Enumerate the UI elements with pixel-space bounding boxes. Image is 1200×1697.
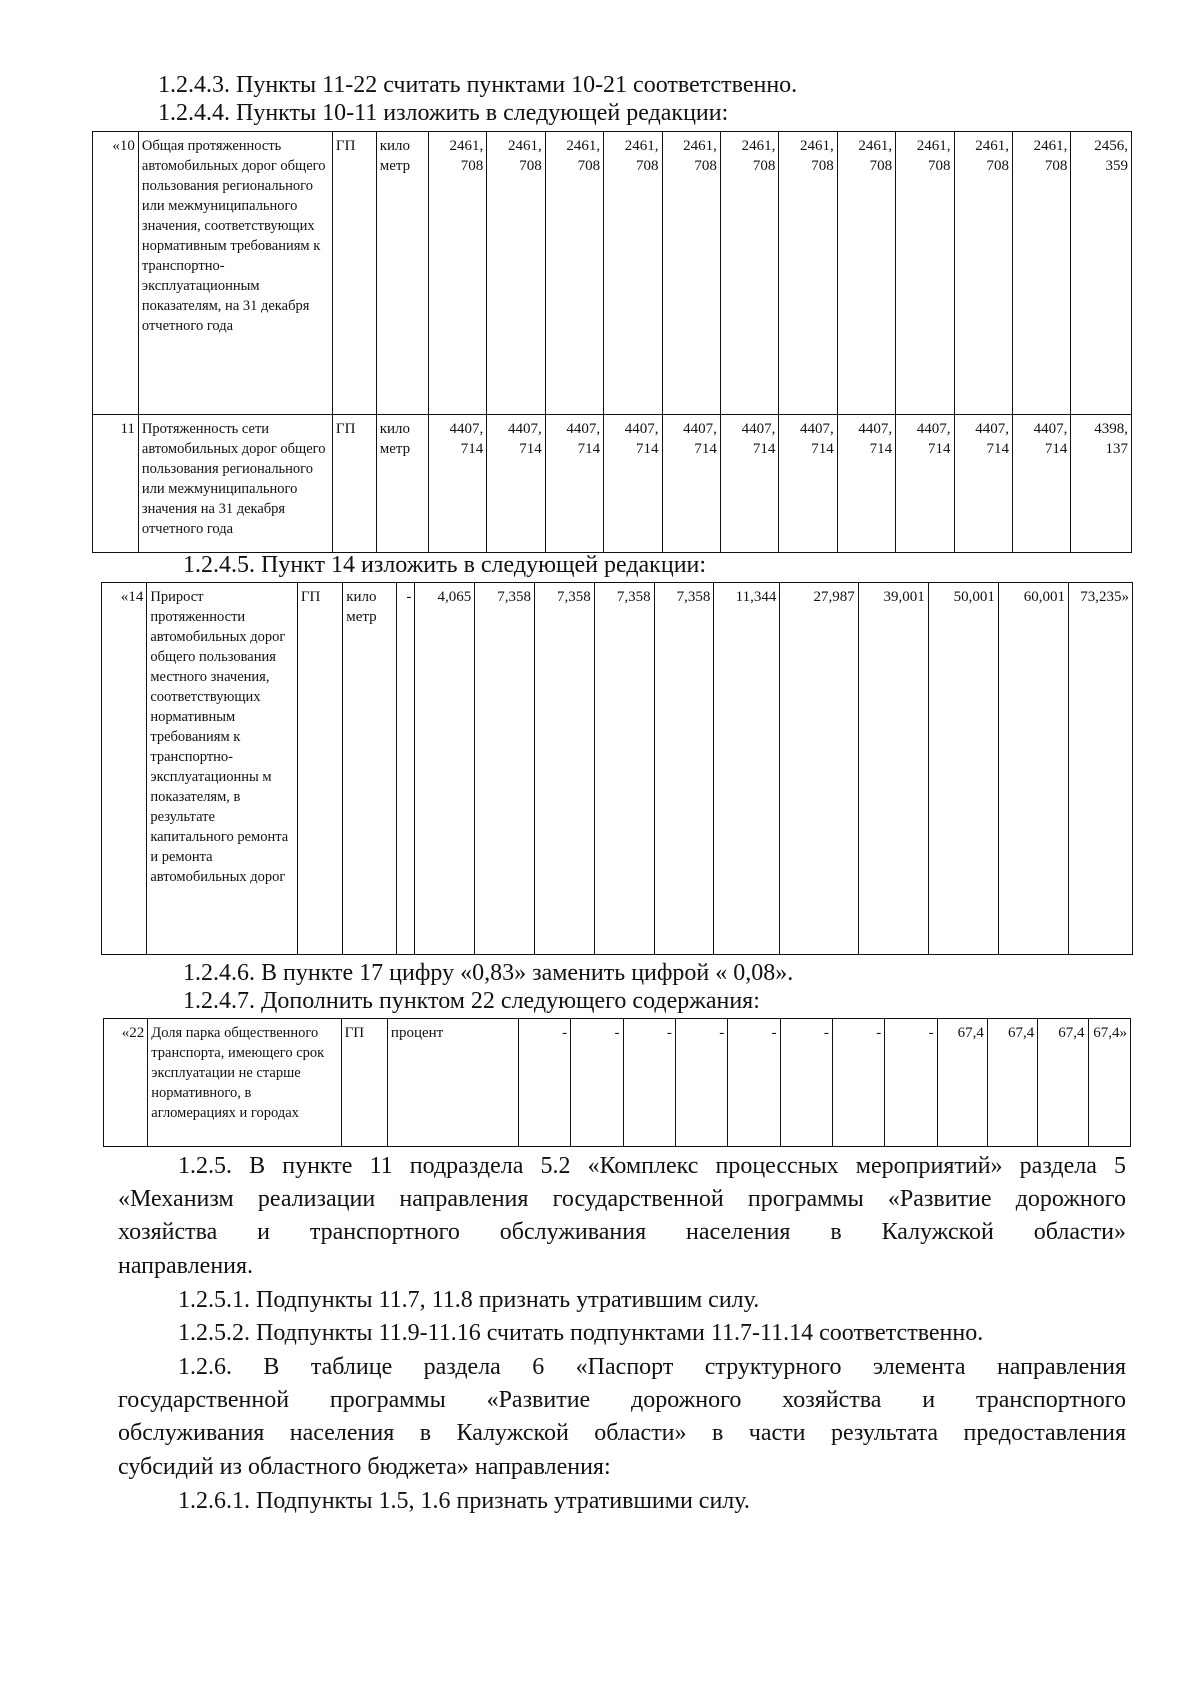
table-row — [93, 415, 1132, 553]
unit-cell: кило метр — [343, 583, 397, 955]
paragraph-1-2-6-1: 1.2.6.1. Подпункты 1.5, 1.6 признать утратившими силу. — [178, 1488, 750, 1514]
value-cell: 4407, 714 — [1012, 415, 1070, 553]
paragraph-1-2-4-6: 1.2.4.6. В пункте 17 цифру «0,83» заменить цифрой « 0,08». — [183, 960, 794, 986]
indicators-table-items-10-11 — [92, 131, 1132, 553]
value-cell: 2461, 708 — [837, 132, 895, 415]
value-cell: 60,001 — [998, 583, 1068, 955]
value-cell: 7,358 — [534, 583, 594, 955]
value-cell: 67,4 — [987, 1019, 1037, 1147]
value-cell: 4407, 714 — [662, 415, 720, 553]
indicator-table-item-22 — [103, 1018, 1131, 1147]
value-cell: 2461, 708 — [604, 132, 662, 415]
table-row — [93, 132, 1132, 415]
value-cell: 50,001 — [928, 583, 998, 955]
value-cell: 39,001 — [858, 583, 928, 955]
item-number: «14 — [102, 583, 147, 955]
paragraph-1-2-5-line-2: «Механизм реализации направления государственной программы «Развитие дорожного — [118, 1186, 1126, 1212]
table-row — [104, 1019, 1131, 1147]
paragraph-1-2-4-7: 1.2.4.7. Дополнить пунктом 22 следующего содержания: — [183, 988, 760, 1014]
item-number: «22 — [104, 1019, 148, 1147]
value-cell: 7,358 — [475, 583, 535, 955]
value-cell: 7,358 — [594, 583, 654, 955]
value-cell: 2461, 708 — [954, 132, 1012, 415]
value-cell: - — [571, 1019, 623, 1147]
value-cell: 4,065 — [415, 583, 475, 955]
paragraph-1-2-4-4: 1.2.4.4. Пункты 10-11 изложить в следующей редакции: — [158, 100, 729, 126]
table-row — [102, 583, 1133, 955]
paragraph-1-2-4-3: 1.2.4.3. Пункты 11-22 считать пунктами 10-21 соответственно. — [158, 72, 798, 98]
unit-cell: кило метр — [376, 415, 428, 553]
paragraph-1-2-4-5: 1.2.4.5. Пункт 14 изложить в следующей редакции: — [183, 552, 707, 578]
value-cell: 4407, 714 — [545, 415, 603, 553]
unit-cell: кило метр — [376, 132, 428, 415]
value-cell: 2461, 708 — [487, 132, 545, 415]
value-cell: 4407, 714 — [487, 415, 545, 553]
value-cell: 2461, 708 — [1012, 132, 1070, 415]
value-cell: - — [518, 1019, 570, 1147]
paragraph-1-2-6-line-4: субсидий из областного бюджета» направления: — [118, 1454, 611, 1480]
value-cell: 2461, 708 — [662, 132, 720, 415]
value-cell: 7,358 — [654, 583, 714, 955]
value-cell: - — [885, 1019, 937, 1147]
source-cell: ГП — [297, 583, 342, 955]
value-cell: 2461, 708 — [545, 132, 603, 415]
indicator-name: Доля парка общественного транспорта, имеющего срок эксплуатации не старше нормативного, в агломерациях и городах — [148, 1019, 341, 1147]
indicator-table-item-14 — [101, 582, 1133, 955]
value-cell: 4398, 137 — [1071, 415, 1132, 553]
value-cell: 4407, 714 — [837, 415, 895, 553]
value-cell: 4407, 714 — [779, 415, 837, 553]
paragraph-1-2-5-line-3: хозяйства и транспортного обслуживания населения в Калужской области» — [118, 1219, 1126, 1245]
value-cell: - — [623, 1019, 675, 1147]
value-cell: 2456, 359 — [1071, 132, 1132, 415]
value-cell: 11,344 — [714, 583, 780, 955]
paragraph-1-2-5-line-4: направления. — [118, 1253, 254, 1279]
source-cell: ГП — [332, 415, 376, 553]
paragraph-1-2-5-1: 1.2.5.1. Подпункты 11.7, 11.8 признать утратившим силу. — [178, 1287, 760, 1313]
source-cell: ГП — [332, 132, 376, 415]
source-cell: ГП — [341, 1019, 387, 1147]
value-cell: 4407, 714 — [954, 415, 1012, 553]
value-cell: 2461, 708 — [779, 132, 837, 415]
value-cell: - — [675, 1019, 727, 1147]
value-cell: 67,4» — [1088, 1019, 1130, 1147]
value-cell: 27,987 — [780, 583, 858, 955]
value-cell: 2461, 708 — [896, 132, 954, 415]
value-cell: 4407, 714 — [720, 415, 778, 553]
item-number: «10 — [93, 132, 139, 415]
indicator-name: Общая протяженность автомобильных дорог общего пользования регионального или межмуниципального значения, соответствующих нормативным требованиям к транспортно-эксплуатационным показателям, на 31 декабря отчетного года — [138, 132, 332, 415]
value-cell: 4407, 714 — [604, 415, 662, 553]
paragraph-1-2-6-line-3: обслуживания населения в Калужской области» в части результата предоставления — [118, 1420, 1126, 1446]
value-cell: 67,4 — [1038, 1019, 1088, 1147]
value-cell: 4407, 714 — [896, 415, 954, 553]
value-cell: 4407, 714 — [428, 415, 486, 553]
value-cell: 73,235» — [1068, 583, 1132, 955]
paragraph-1-2-6-line-2: государственной программы «Развитие дорожного хозяйства и транспортного — [118, 1387, 1126, 1413]
item-number: 11 — [93, 415, 139, 553]
indicator-name: Протяженность сети автомобильных дорог общего пользования регионального или межмуниципального значения на 31 декабря отчетного года — [138, 415, 332, 553]
value-cell: - — [396, 583, 415, 955]
indicator-name: Прирост протяженности автомобильных дорог общего пользования местного значения, соответствующих нормативным требованиям к транспортно-эксплуатационны м показателям, в результате капитального ремонта и ремонта автомобильных дорог — [147, 583, 298, 955]
paragraph-1-2-5-line-1: 1.2.5. В пункте 11 подраздела 5.2 «Комплекс процессных мероприятий» раздела 5 — [178, 1153, 1126, 1179]
unit-cell: процент — [387, 1019, 518, 1147]
value-cell: - — [832, 1019, 884, 1147]
value-cell: 2461, 708 — [720, 132, 778, 415]
paragraph-1-2-5-2: 1.2.5.2. Подпункты 11.9-11.16 считать подпунктами 11.7-11.14 соответственно. — [178, 1320, 984, 1346]
value-cell: - — [780, 1019, 832, 1147]
value-cell: 2461, 708 — [428, 132, 486, 415]
value-cell: 67,4 — [937, 1019, 987, 1147]
value-cell: - — [728, 1019, 780, 1147]
paragraph-1-2-6-line-1: 1.2.6. В таблице раздела 6 «Паспорт структурного элемента направления — [178, 1354, 1126, 1380]
